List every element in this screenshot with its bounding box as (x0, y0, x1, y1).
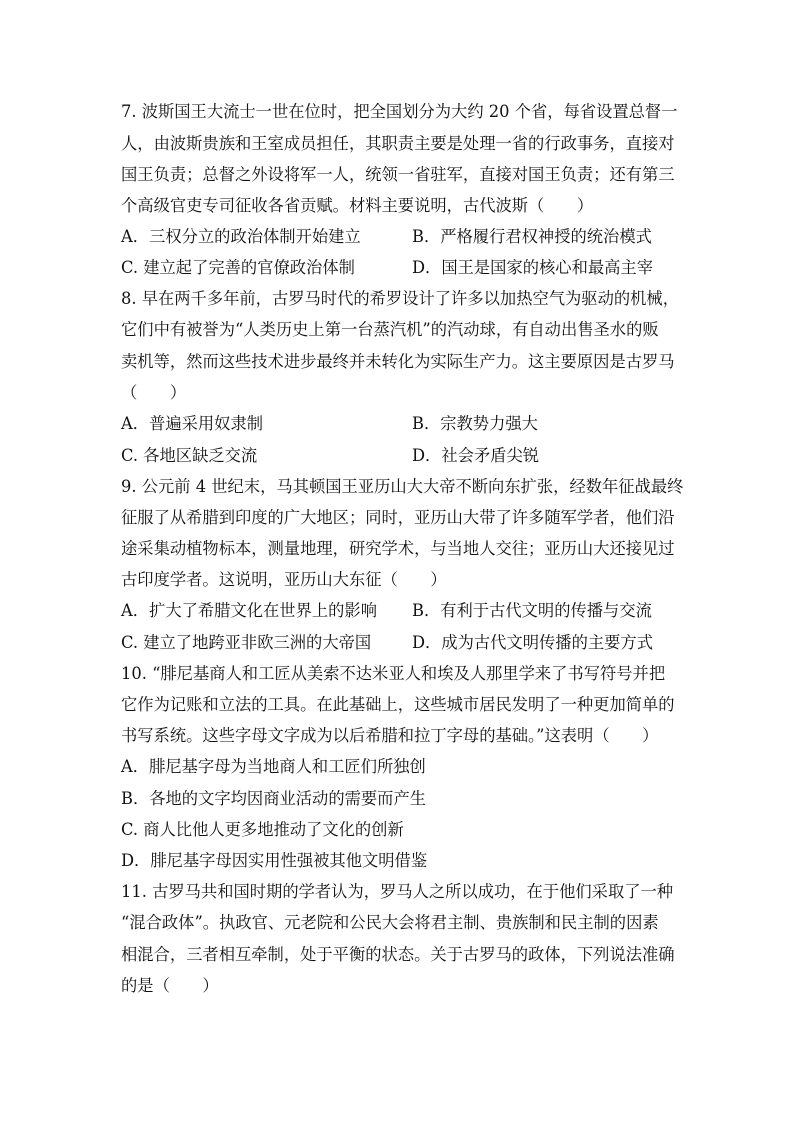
q9-stem-line-1: 9. 公元前 4 世纪末，马其顿国王亚历山大大帝不断向东扩张，经数年征战最终 (121, 477, 684, 496)
q9-option-d: D．成为古代文明传播的主要方式 (412, 633, 653, 652)
q8-stem-line-4: （ ） (121, 383, 187, 402)
q11-stem-line-3: 相混合，三者相互牵制，处于平衡的状态。关于古罗马的政体，下列说法准确 (121, 945, 675, 964)
q8-option-a: A．普遍采用奴隶制 (121, 414, 264, 433)
q8-stem-line-2: 它们中有被誉为“人类历史上第一台蒸汽机”的汽动球，有自动出售圣水的贩 (121, 320, 659, 339)
q9-option-a: A．扩大了希腊文化在世界上的影响 (121, 601, 377, 620)
q7-option-a: A．三权分立的政治体制开始建立 (121, 227, 361, 246)
q8-option-c: C. 各地区缺乏交流 (121, 446, 258, 465)
q9-option-c: C. 建立了地跨亚非欧三洲的大帝国 (121, 633, 372, 652)
q8-option-d: D．社会矛盾尖锐 (412, 446, 540, 465)
q10-option-b: B．各地的文字均因商业活动的需要而产生 (121, 789, 427, 808)
q10-stem-line-2: 它作为记账和立法的工具。在此基础上，这些城市居民发明了一种更加简单的 (121, 695, 675, 714)
q7-stem-line-4: 个高级官吏专司征收各省贡赋。材料主要说明，古代波斯（ ） (121, 196, 594, 215)
q10-option-d: D．腓尼基字母因实用性强被其他文明借鉴 (121, 851, 428, 870)
q11-stem-line-4: 的是（ ） (121, 976, 219, 995)
q7-option-c: C. 建立起了完善的官僚政治体制 (121, 258, 355, 277)
q8-stem-line-3: 卖机等，然而这些技术进步最终并未转化为实际生产力。这主要原因是古罗马 (121, 352, 675, 371)
q11-stem-line-1: 11. 古罗马共和国时期的学者认为，罗马人之所以成功，在于他们采取了一种 (121, 882, 674, 901)
q10-option-a: A．腓尼基字母为当地商人和工匠们所独创 (121, 757, 426, 776)
q9-option-b: B．有利于古代文明的传播与交流 (412, 601, 652, 620)
q8-stem-line-1: 8. 早在两千多年前，古罗马时代的希罗设计了许多以加热空气为驱动的机械， (121, 289, 679, 308)
q9-stem-line-2: 征服了从希腊到印度的广大地区；同时，亚历山大带了许多随军学者，他们沿 (121, 508, 675, 527)
q10-option-c: C. 商人比他人更多地推动了文化的创新 (121, 820, 404, 839)
q7-stem-line-3: 国王负责；总督之外设将军一人，统领一省驻军，直接对国王负责；还有第三 (121, 165, 675, 184)
q7-option-d: D．国王是国家的核心和最高主宰 (412, 258, 653, 277)
q7-option-b: B．严格履行君权神授的统治模式 (412, 227, 652, 246)
q10-stem-line-3: 书写系统。这些字母文字成为以后希腊和拉丁字母的基础。”这表明（ ） (121, 726, 659, 745)
q10-stem-line-1: 10. “腓尼基商人和工匠从美索不达米亚人和埃及人那里学来了书写符号并把 (121, 664, 666, 683)
q7-stem-line-2: 人，由波斯贵族和王室成员担任，其职责主要是处理一省的行政事务，直接对 (121, 134, 675, 153)
q9-stem-line-4: 古印度学者。这说明，亚历山大东征（ ） (121, 570, 447, 589)
q8-option-b: B．宗教势力强大 (412, 414, 538, 433)
q11-stem-line-2: “混合政体”。执政官、元老院和公民大会将君主制、贵族制和民主制的因素 (121, 913, 659, 932)
q7-stem-line-1: 7. 波斯国王大流士一世在位时，把全国划分为大约 20 个省，每省设置总督一 (121, 102, 678, 121)
q9-stem-line-3: 途采集动植物标本，测量地理，研究学术，与当地人交往；亚历山大还接见过 (121, 539, 675, 558)
